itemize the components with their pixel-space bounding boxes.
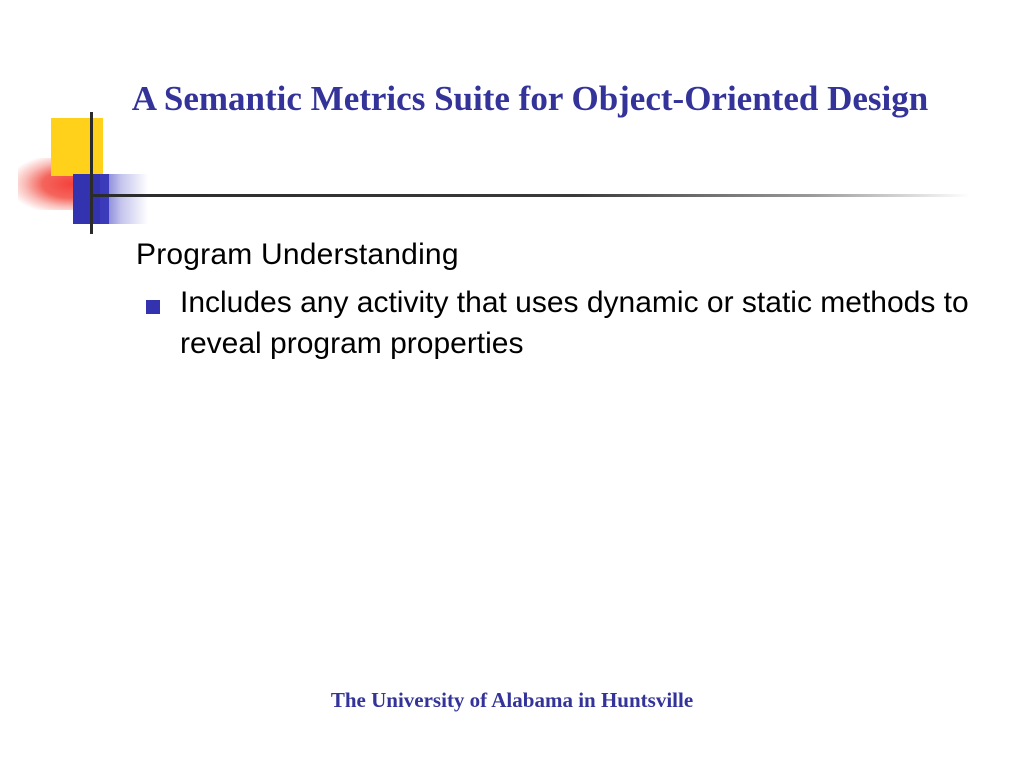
decorative-logo-block [18,112,148,234]
body-heading: Program Understanding [136,238,459,271]
decorative-yellow-square-icon [51,118,103,176]
decorative-vertical-rule [90,112,93,234]
list-item-text: Includes any activity that uses dynamic or static methods to reveal program properties [180,286,969,360]
slide-title: A Semantic Metrics Suite for Object-Oriented Design [131,79,929,118]
slide-footer: The University of Alabama in Huntsville [330,688,694,712]
slide-body [136,232,976,364]
list-item [136,283,976,364]
decorative-blue-fade-icon [100,174,148,224]
title-underline-rule [90,194,970,197]
square-bullet-icon [146,300,160,314]
